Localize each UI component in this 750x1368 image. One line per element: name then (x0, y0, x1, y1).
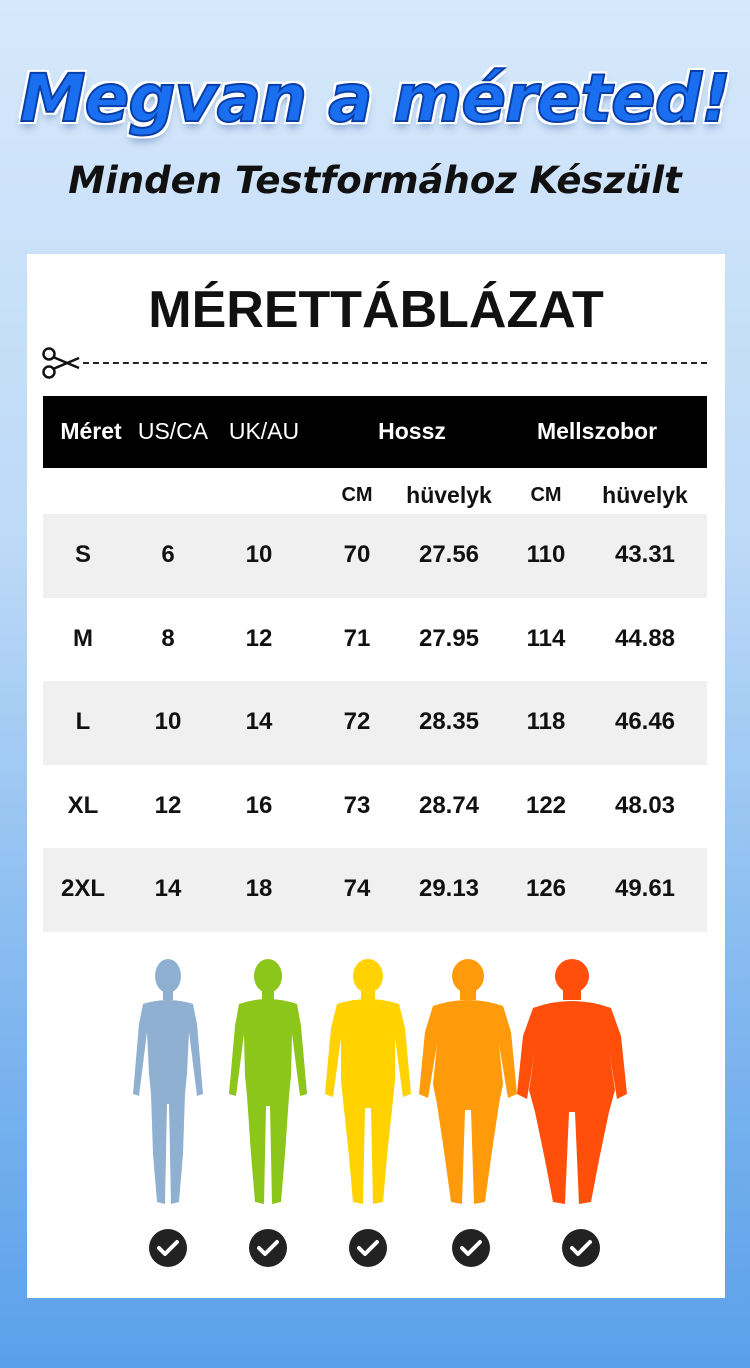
table-row (43, 681, 707, 765)
cell-uk-au: 18 (245, 875, 273, 902)
cell-uk-au: 16 (245, 791, 273, 819)
cell-bust-cm: 126 (525, 875, 567, 902)
table-header (43, 396, 707, 468)
scissors-icon (41, 346, 81, 380)
cell-length-cm: 71 (343, 624, 371, 652)
cell-length-in: 28.74 (418, 791, 480, 819)
cell-bust-cm: 122 (525, 791, 567, 819)
check-circle-icon (249, 1229, 287, 1267)
cell-bust-in: 43.31 (614, 541, 676, 568)
cell-us-ca: 8 (161, 624, 175, 652)
subheader-length-in: hüvelyk (406, 482, 492, 508)
cell-size: M (73, 624, 93, 652)
cell-length-cm: 74 (343, 875, 371, 902)
table-row (43, 765, 707, 849)
cell-us-ca: 12 (154, 791, 182, 819)
cell-length-cm: 73 (343, 791, 371, 819)
cell-length-in: 27.95 (418, 624, 480, 652)
table-row (43, 598, 707, 682)
medium-body-figure-icon (313, 954, 423, 1214)
check-circle-icon (562, 1229, 600, 1267)
cell-uk-au: 14 (245, 708, 273, 735)
cell-bust-cm: 114 (526, 624, 566, 652)
cell-bust-cm: 110 (526, 541, 566, 568)
header-us-ca: US/CA (137, 418, 209, 444)
card-title: MÉRETTÁBLÁZAT (148, 281, 604, 339)
athletic-body-figure-icon (213, 954, 323, 1214)
cell-bust-in: 44.88 (614, 624, 676, 652)
cell-bust-in: 46.46 (614, 708, 676, 735)
body-figures (27, 954, 725, 1224)
size-chart-card (27, 254, 725, 1298)
table-row (43, 848, 707, 932)
cell-us-ca: 6 (161, 541, 175, 568)
check-circle-icon (452, 1229, 490, 1267)
cell-length-in: 28.35 (418, 708, 480, 735)
cell-length-in: 29.13 (418, 875, 480, 902)
header-bust: Mellszobor (536, 418, 658, 444)
headline: Megvan a méreted! (19, 60, 731, 137)
cell-us-ca: 14 (154, 875, 182, 902)
table-row (43, 514, 707, 598)
subheader-length-cm: CM (341, 484, 373, 506)
header-size: Méret (60, 418, 122, 444)
cell-bust-cm: 118 (526, 708, 566, 735)
cell-length-cm: 72 (343, 708, 371, 735)
cell-uk-au: 12 (245, 624, 273, 652)
size-table (43, 396, 707, 932)
header-uk-au: UK/AU (228, 418, 300, 444)
plus-body-figure-icon (517, 954, 627, 1214)
cell-size: XL (67, 791, 99, 819)
header-length: Hossz (378, 418, 446, 444)
cell-size: S (74, 541, 91, 568)
check-circle-icon (149, 1229, 187, 1267)
cell-bust-in: 49.61 (614, 875, 676, 902)
cell-length-in: 27.56 (418, 541, 480, 568)
table-subheader (43, 468, 707, 514)
cell-us-ca: 10 (154, 708, 182, 735)
subheader-bust-cm: CM (530, 484, 562, 506)
cell-size: L (75, 708, 91, 735)
subheader-bust-in: hüvelyk (602, 482, 688, 508)
curvy-body-figure-icon (413, 954, 523, 1214)
slim-body-figure-icon (113, 954, 223, 1214)
subheadline: Minden Testformához Készült (68, 159, 682, 202)
cell-uk-au: 10 (245, 541, 273, 568)
cell-bust-in: 48.03 (614, 791, 676, 819)
cell-length-cm: 70 (343, 541, 371, 568)
cell-size: 2XL (60, 875, 105, 902)
check-circle-icon (349, 1229, 387, 1267)
cut-line (83, 362, 707, 364)
